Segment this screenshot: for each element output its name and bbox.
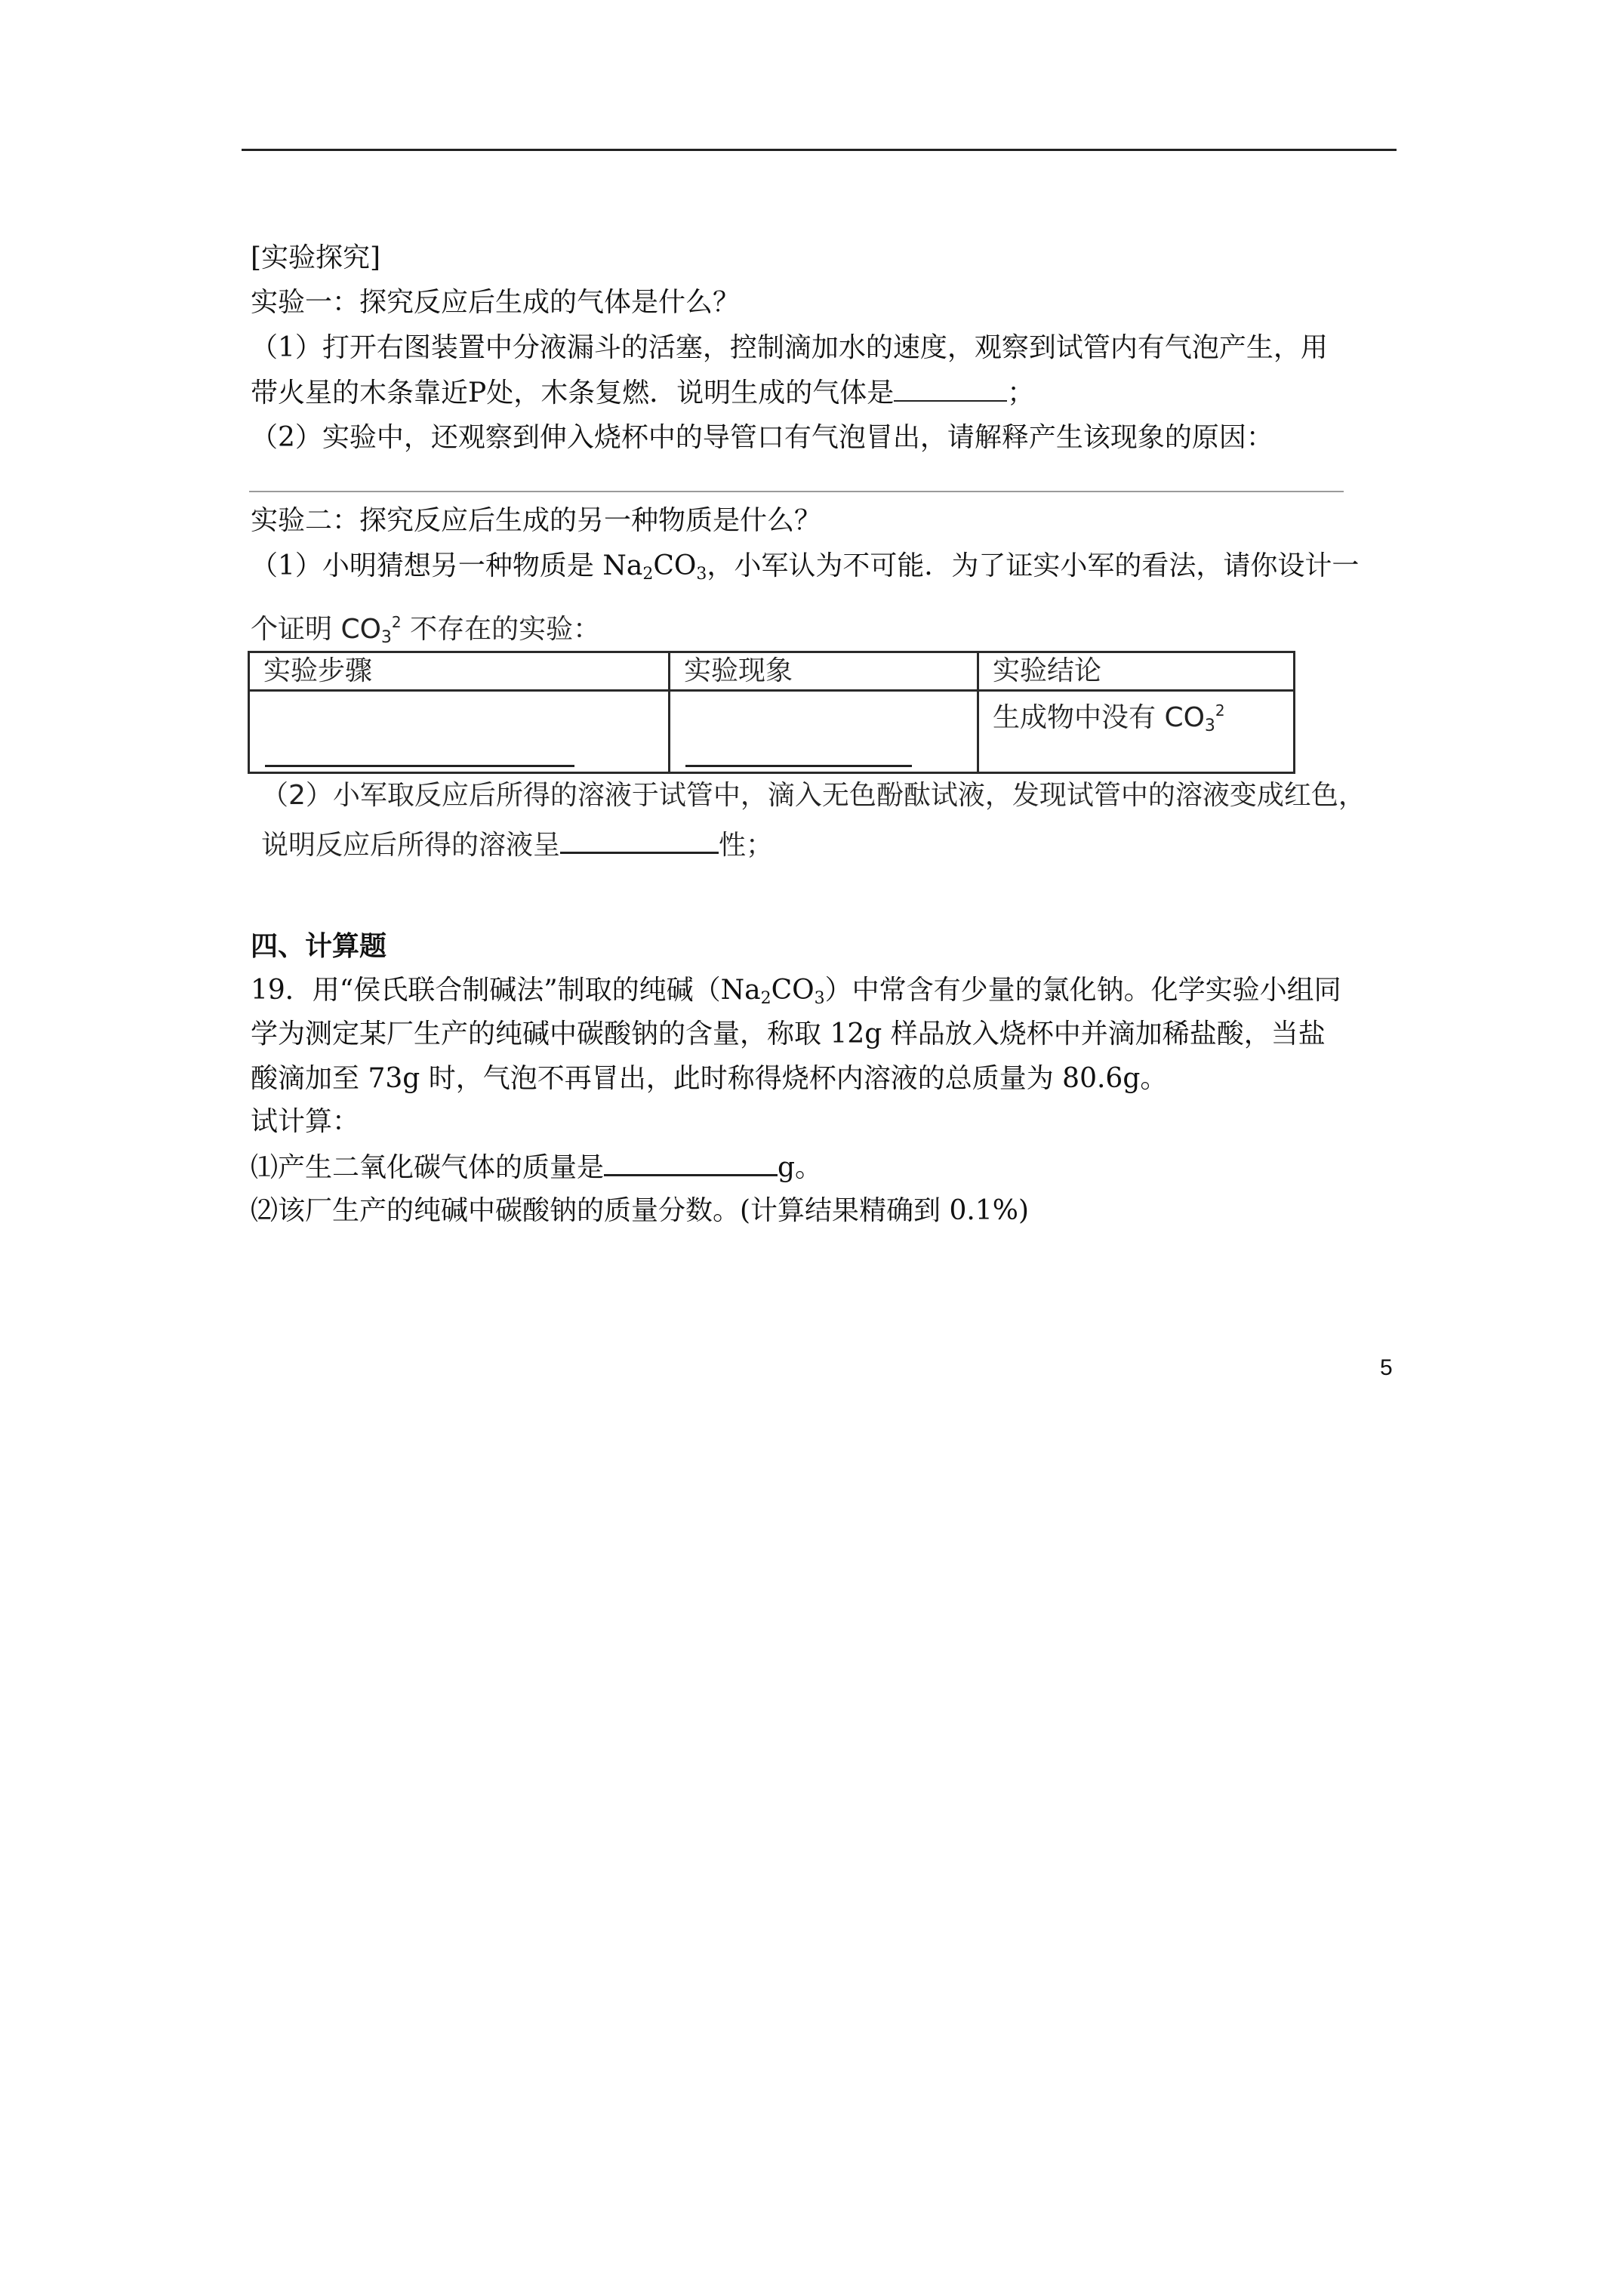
question-text: 性； (719, 830, 774, 861)
answer-blank-phenomenon[interactable] (685, 765, 912, 767)
cell-conclusion (978, 691, 1295, 773)
question-text: CO (653, 550, 697, 581)
experiment-1-question-2: （2）实验中，还观察到伸入烧杯中的导管口有气泡冒出，请解释产生该现象的原因： (251, 422, 1273, 453)
question-text: 说明反应后所得的溶液呈 (261, 830, 561, 861)
experiment-2-question-1-line-2 (251, 612, 600, 648)
subscript: 2 (642, 565, 654, 584)
question-19-line-2: 学为测定某厂生产的纯碱中碳酸钠的含量，称取 12g 样品放入烧杯中并滴加稀盐酸，当盐 (251, 1019, 1326, 1049)
answer-blank-steps[interactable] (265, 765, 574, 767)
question-text: 不存在的实验： (401, 614, 601, 645)
answer-blank-co2-mass[interactable] (604, 1148, 778, 1176)
header-steps: 实验步骤 (249, 652, 670, 691)
question-text: g。 (778, 1152, 823, 1183)
question-text: （1）小明猜想另一种物质是 Na (251, 550, 643, 581)
experiment-1-question-1-line-1: （1）打开右图装置中分液漏斗的活塞，控制滴加水的速度，观察到试管内有气泡产生，用 (251, 332, 1328, 363)
experiment-1-question-1-line-2 (251, 374, 1034, 411)
experiment-2-question-2-line-2 (261, 826, 773, 864)
question-text: ）中常含有少量的氯化钠。化学实验小组同 (824, 975, 1341, 1006)
question-text: 个证明 CO (251, 614, 381, 645)
question-19-line-1 (251, 972, 1341, 1009)
question-text: ⑴产生二氧化碳气体的质量是 (251, 1152, 605, 1183)
answer-line[interactable] (249, 491, 1344, 492)
subscript: 3 (1204, 717, 1215, 735)
experiment-2-title: 实验二：探究反应后生成的另一种物质是什么？ (251, 505, 822, 536)
question-text: CO (771, 975, 815, 1006)
cell-steps[interactable] (249, 691, 670, 773)
subscript: 3 (696, 565, 707, 584)
experiment-2-question-2-line-1: （2）小军取反应后所得的溶液于试管中，滴入无色酚酞试液，发现试管中的溶液变成红色， (261, 780, 1366, 811)
question-19-line-3: 酸滴加至 73g 时，气泡不再冒出，此时称得烧杯内溶液的总质量为 80.6g。 (251, 1063, 1168, 1094)
page-number: 5 (1380, 1355, 1393, 1380)
answer-blank-property[interactable] (560, 826, 719, 854)
sub-question-1 (251, 1148, 822, 1186)
try-calc-label: 试计算： (251, 1106, 360, 1137)
subscript: 2 (760, 989, 771, 1008)
experiment-heading: [实验探究] (251, 242, 381, 273)
header-phenomenon: 实验现象 (670, 652, 978, 691)
table-row (249, 691, 1295, 773)
conclusion-text: 生成物中没有 CO (993, 702, 1205, 733)
subscript: 3 (814, 989, 825, 1008)
question-text: ； (1007, 378, 1035, 408)
answer-blank-gas[interactable] (894, 374, 1007, 402)
superscript: 2 (391, 613, 402, 631)
superscript: 2 (1215, 701, 1225, 720)
subscript: 3 (380, 628, 392, 647)
cell-phenomenon[interactable] (670, 691, 978, 773)
header-conclusion: 实验结论 (978, 652, 1295, 691)
experiment-table (248, 651, 1295, 774)
header-rule (242, 149, 1397, 151)
question-text: 19．用“侯氏联合制碱法”制取的纯碱（Na (251, 975, 761, 1006)
experiment-2-question-1 (251, 548, 1359, 584)
experiment-1-title: 实验一：探究反应后生成的气体是什么？ (251, 287, 741, 318)
question-text: ，小军认为不可能．为了证实小军的看法，请你设计一 (707, 550, 1360, 581)
question-text: 带火星的木条靠近P处，木条复燃．说明生成的气体是 (251, 378, 895, 408)
sub-question-2: ⑵该厂生产的纯碱中碳酸钠的质量分数。(计算结果精确到 0.1%) (251, 1195, 1029, 1226)
calc-section-heading: 四、计算题 (251, 930, 387, 962)
table-header-row (249, 652, 1295, 691)
